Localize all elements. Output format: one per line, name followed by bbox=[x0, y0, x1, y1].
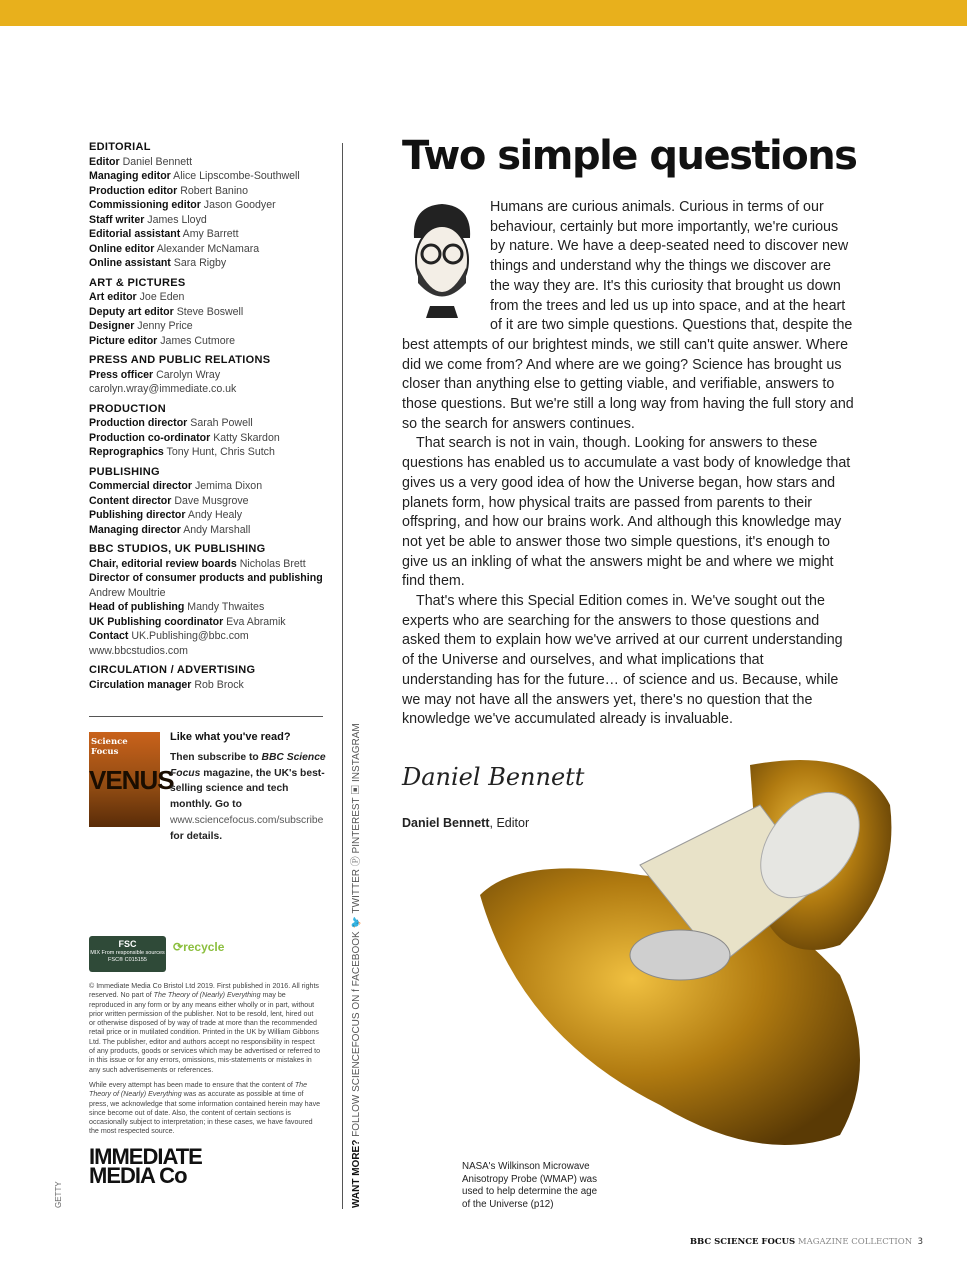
staff-role: Staff writer bbox=[89, 213, 145, 226]
subscribe-text-1: Then subscribe to bbox=[170, 751, 262, 763]
staff-row bbox=[89, 227, 325, 242]
staff-name: Jason Goodyer bbox=[203, 199, 276, 211]
staff-row bbox=[89, 319, 325, 334]
staff-role: Reprographics bbox=[89, 446, 164, 458]
staff-role: Commercial director bbox=[89, 480, 193, 492]
staff-row bbox=[89, 290, 325, 305]
section-heading: BBC STUDIOS, UK PUBLISHING bbox=[89, 543, 266, 555]
staff-row bbox=[89, 571, 325, 600]
paragraph: That's where this Special Edition comes in. We've sought out the experts who are searching for the answers to those questions and asked them to explain how we've arrived at our current understanding of the Universe and ourselves, and what implications that understanding has for the future… of science and us. Because, while we may not have all the answers yet, there's no question that the knowledge we've accumulated already is invaluable. bbox=[402, 593, 843, 728]
staff-role: Deputy art editor bbox=[89, 305, 174, 318]
magazine-cover-image bbox=[89, 732, 174, 827]
pinterest-link[interactable]: Ⓟ PINTEREST bbox=[351, 797, 362, 867]
staff-name: UK.Publishing@bbc.com bbox=[131, 630, 249, 642]
staff-name: Nicholas Brett bbox=[239, 557, 306, 570]
staff-section bbox=[89, 465, 325, 538]
staff-role: Managing director bbox=[89, 523, 181, 536]
divider bbox=[89, 716, 323, 717]
staff-row bbox=[89, 600, 325, 615]
staff-row bbox=[89, 445, 325, 460]
instagram-link[interactable]: ▣ INSTAGRAM bbox=[351, 723, 362, 795]
section-heading: PRODUCTION bbox=[89, 402, 166, 415]
want-more-label: WANT MORE? bbox=[351, 1139, 362, 1208]
staff-role: Director of consumer products and publishing bbox=[89, 572, 323, 584]
page-footer bbox=[690, 1237, 923, 1247]
staff-name: Sara Rigby bbox=[173, 257, 227, 269]
staff-row bbox=[89, 494, 325, 509]
facebook-link[interactable]: f FACEBOOK bbox=[351, 931, 362, 992]
staff-role: Head of publishing bbox=[89, 601, 185, 613]
subscribe-link[interactable]: www.sciencefocus.com/subscribe bbox=[170, 814, 324, 826]
staff-role: Designer bbox=[89, 320, 135, 332]
staff-name: James Cutmore bbox=[160, 334, 236, 347]
staff-name: www.bbcstudios.com bbox=[89, 644, 188, 657]
staff-role: UK Publishing coordinator bbox=[89, 615, 224, 628]
staff-role: Art editor bbox=[89, 291, 137, 303]
fsc-logo bbox=[89, 936, 166, 972]
cover-masthead: Science Focus bbox=[91, 737, 128, 757]
accent-bar bbox=[0, 0, 967, 26]
legal-notice bbox=[89, 982, 321, 1137]
paragraph: That search is not in vain, though. Looking for answers to these questions has enabled us to accumulate a vast body of knowledge that gives us a very good idea of how the Universe began, how stars and planets form, how physical traits are passed from parents to their offspring, and how our brains work. And although this knowledge may not yet be able to answer those two simple questions, it's enough to give us an inkling of what the answers might be and where we might find them. bbox=[402, 435, 851, 590]
paragraph: Humans are curious animals. Curious in terms of our behaviour, certainly but more importantly, we're curious by nature. We have a deep-seated need to discover new things and understand why the things we discover are the way they are. It's this curiosity that brought us down from the trees and led us up into space, and at the heart of it are two simple questions. Questions that, despite the best attempts of our brightest minds, we still can't quite answer. Where did we come from? And where are we going? Science has brought us closer than anything else to getting viable, and verifiable, answers to those questions. But we're still a long way from having the full story and so the search for answers continues. bbox=[402, 199, 854, 432]
staff-row bbox=[89, 242, 325, 257]
staff-name: Rob Brock bbox=[194, 678, 244, 691]
staff-name: Eva Abramik bbox=[226, 615, 286, 628]
byline-name: Daniel Bennett bbox=[402, 815, 490, 830]
section-heading: PRESS AND PUBLIC RELATIONS bbox=[89, 354, 271, 366]
staff-row bbox=[89, 557, 325, 572]
legal-title: The Theory of (Nearly) Everything bbox=[153, 991, 261, 1000]
editor-signature: Daniel Bennett bbox=[402, 762, 585, 791]
subscribe-heading: Like what you've read? bbox=[170, 731, 291, 743]
staff-row bbox=[89, 508, 325, 523]
staff-row bbox=[89, 479, 325, 494]
staff-section bbox=[89, 402, 325, 460]
staff-row bbox=[89, 629, 325, 644]
fsc-code: FSC® C015155 bbox=[108, 956, 147, 963]
twitter-link[interactable]: 🐦 TWITTER bbox=[351, 869, 362, 929]
staff-role: Chair, editorial review boards bbox=[89, 557, 237, 570]
certification-logos bbox=[89, 936, 249, 972]
staff-role: Online editor bbox=[89, 242, 155, 255]
subscribe-text-2: magazine, the UK's best-selling science and tech monthly. Go to bbox=[170, 767, 325, 811]
staff-row bbox=[89, 213, 325, 228]
recycle-logo: ⟳recycle bbox=[173, 940, 225, 954]
staff-list bbox=[89, 140, 325, 712]
article-title: Two simple questions bbox=[402, 133, 857, 179]
staff-role: Publishing director bbox=[89, 509, 186, 521]
page-number: 3 bbox=[917, 1237, 923, 1247]
staff-name: Andy Marshall bbox=[183, 523, 251, 536]
image-caption: NASA's Wilkinson Microwave Anisotropy Probe (WMAP) was used to help determine the age of the Universe (p12) bbox=[462, 1161, 598, 1210]
staff-name: Jenny Price bbox=[137, 320, 193, 332]
staff-name: Andrew Moultrie bbox=[89, 586, 166, 599]
staff-name: Mandy Thwaites bbox=[187, 601, 265, 613]
publisher-logo-text: IMMEDIATE MEDIA Co bbox=[89, 1143, 202, 1188]
staff-name: Andy Healy bbox=[187, 509, 243, 521]
staff-name: Daniel Bennett bbox=[122, 155, 193, 168]
editor-portrait-illustration bbox=[402, 198, 482, 318]
staff-role: Contact bbox=[89, 630, 129, 642]
staff-section bbox=[89, 276, 325, 349]
legal-text: © Immediate Media Co Bristol Ltd 2019. First published in 2016. All rights reserved. No part of bbox=[89, 982, 319, 1000]
staff-row bbox=[89, 644, 325, 659]
column-divider bbox=[342, 143, 343, 1209]
staff-row bbox=[89, 198, 325, 213]
left-column bbox=[89, 140, 326, 1188]
byline-role: , Editor bbox=[489, 815, 530, 830]
staff-role: Production editor bbox=[89, 184, 178, 197]
section-heading: ART & PICTURES bbox=[89, 276, 186, 289]
staff-role: Commissioning editor bbox=[89, 199, 201, 211]
staff-row bbox=[89, 169, 325, 184]
staff-row bbox=[89, 334, 325, 349]
staff-row bbox=[89, 615, 325, 630]
staff-row bbox=[89, 523, 325, 538]
staff-section bbox=[89, 663, 325, 692]
staff-section bbox=[89, 353, 325, 397]
legal-text: was as accurate as possible at time of press, we acknowledge that some information contained herein may have since become out of date. Also, the content of certain sections is occasionally subject to interpretation; in these cases, we have favoured the most respected source. bbox=[89, 1090, 321, 1136]
section-heading: PUBLISHING bbox=[89, 465, 160, 478]
staff-role: Press officer bbox=[89, 368, 154, 381]
footer-brand: BBC SCIENCE FOCUS bbox=[689, 1237, 796, 1247]
staff-name: Amy Barrett bbox=[182, 228, 239, 240]
staff-row bbox=[89, 256, 325, 271]
recycle-label: recycle bbox=[183, 940, 225, 954]
legal-title: The Theory of (Nearly) Everything bbox=[89, 1080, 308, 1099]
staff-name: Alice Lipscombe-Southwell bbox=[173, 170, 300, 182]
cover-headline: VENUS bbox=[89, 765, 174, 795]
staff-name: James Lloyd bbox=[147, 213, 207, 226]
staff-section bbox=[89, 140, 325, 271]
staff-role: Picture editor bbox=[89, 334, 158, 347]
immediate-media-logo bbox=[89, 1143, 325, 1188]
staff-name: Carolyn Wray bbox=[156, 368, 221, 381]
fsc-label: FSC bbox=[118, 939, 137, 949]
staff-role: Managing editor bbox=[89, 170, 171, 182]
staff-row bbox=[89, 184, 325, 199]
staff-name: Robert Banino bbox=[180, 184, 248, 197]
legal-text: may be reproduced in any form or by any means either wholly or in part, without prior written permission of the publisher. Not to be resold, lent, hired out or otherwise disposed of by way of trade at more than the recommended retail price or in mutilated condition. Printed in the UK by William Gibbons Ltd. The publisher, editor and authors accept no responsibility in respect of any products, goods or services which may be advertised or referred to in this issue or for any errors, omissions, mis-statements or mistakes in any such advertisements or references. bbox=[89, 991, 321, 1074]
byline bbox=[402, 814, 854, 834]
staff-name: Tony Hunt, Chris Sutch bbox=[166, 446, 275, 458]
staff-row bbox=[89, 382, 325, 397]
subscribe-box bbox=[89, 731, 326, 842]
staff-role: Editor bbox=[89, 155, 120, 168]
staff-role: Content director bbox=[89, 494, 172, 507]
staff-name: Jemima Dixon bbox=[194, 480, 263, 492]
fsc-text: MIX From responsible sources bbox=[90, 950, 165, 956]
staff-name: Dave Musgrove bbox=[174, 494, 249, 507]
staff-role: Online assistant bbox=[89, 257, 171, 269]
subscribe-text bbox=[170, 730, 328, 845]
staff-name: Katty Skardon bbox=[213, 431, 280, 444]
staff-row bbox=[89, 305, 325, 320]
staff-row bbox=[89, 416, 325, 431]
social-strip bbox=[351, 723, 363, 1208]
staff-row bbox=[89, 368, 325, 383]
section-heading: EDITORIAL bbox=[89, 141, 151, 153]
staff-name: carolyn.wray@immediate.co.uk bbox=[89, 383, 237, 395]
subscribe-text-3: for details. bbox=[170, 830, 223, 842]
staff-name: Joe Eden bbox=[139, 291, 185, 303]
staff-row bbox=[89, 678, 325, 693]
follow-label: FOLLOW SCIENCEFOCUS ON bbox=[351, 991, 362, 1140]
legal-text: While every attempt has been made to ensure that the content of bbox=[89, 1080, 295, 1089]
footer-collection: MAGAZINE COLLECTION bbox=[795, 1237, 913, 1247]
staff-role: Circulation manager bbox=[89, 678, 192, 691]
section-heading: CIRCULATION / ADVERTISING bbox=[89, 664, 256, 676]
article-body bbox=[402, 198, 854, 834]
staff-row bbox=[89, 155, 325, 170]
staff-name: Steve Boswell bbox=[176, 305, 244, 318]
staff-row bbox=[89, 431, 325, 446]
staff-role: Production director bbox=[89, 417, 188, 429]
staff-role: Production co-ordinator bbox=[89, 431, 211, 444]
photo-credit: GETTY bbox=[54, 1181, 63, 1208]
staff-role: Editorial assistant bbox=[89, 228, 181, 240]
magazine-name: BBC Science Focus bbox=[170, 751, 326, 779]
staff-name: Sarah Powell bbox=[190, 417, 253, 429]
staff-name: Alexander McNamara bbox=[156, 242, 260, 255]
staff-section bbox=[89, 542, 325, 658]
